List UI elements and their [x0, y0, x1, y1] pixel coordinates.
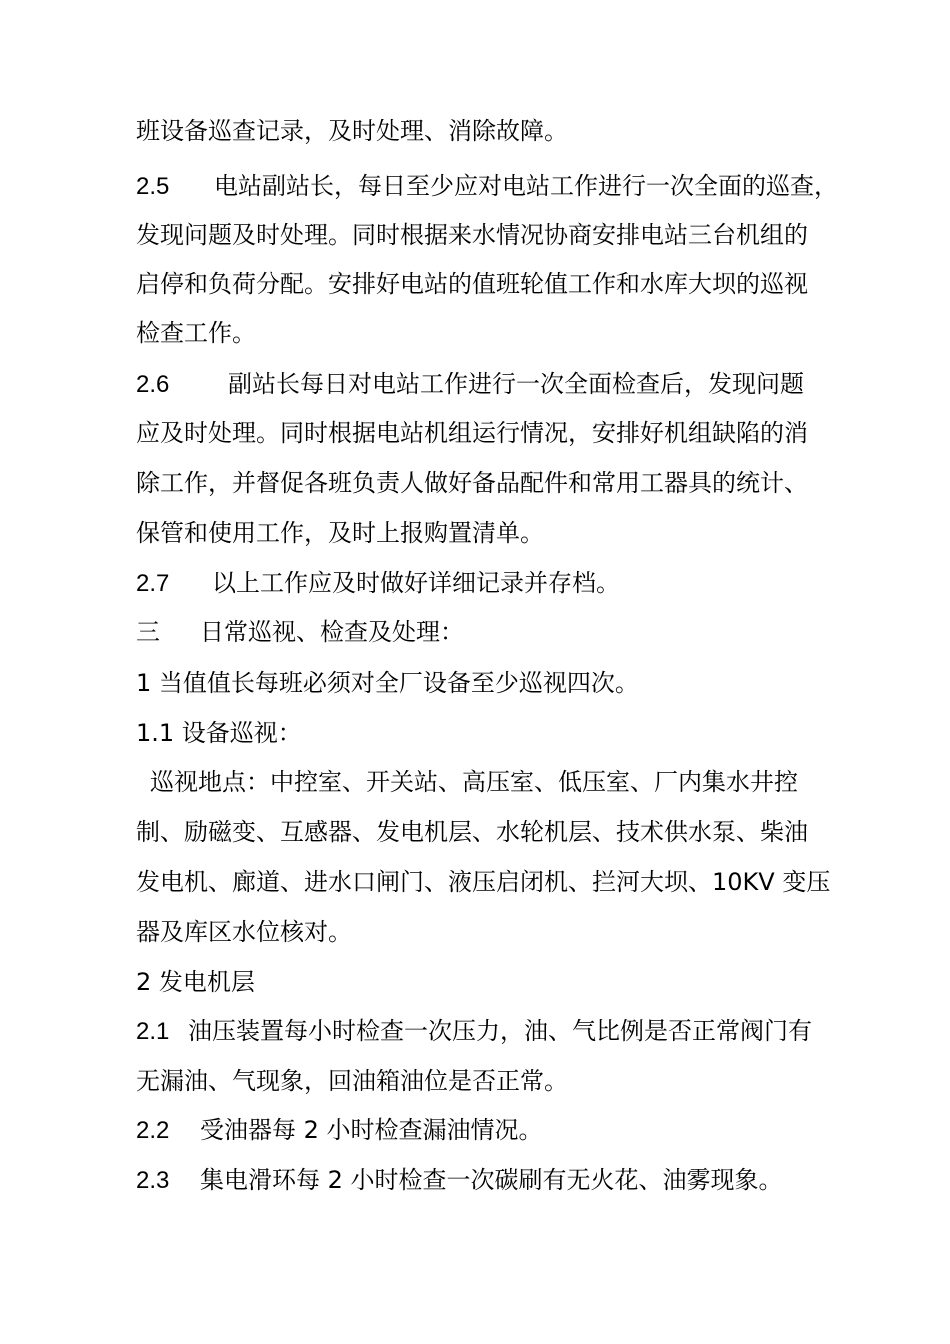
line-text: 1 当值值长每班必须对全厂设备至少巡视四次。: [136, 669, 639, 697]
line-text: 制、励磁变、互感器、发电机层、水轮机层、技术供水泵、柴油: [136, 818, 808, 846]
section-number: 2.3: [136, 1167, 170, 1194]
line-text: 无漏油、气现象，回油箱油位是否正常。: [136, 1067, 568, 1095]
paragraph-line: [136, 1066, 568, 1096]
line-text: 发电机、廊道、进水口闸门、液压启闭机、拦河大坝、10KV 变压: [136, 868, 831, 896]
line-text: 启停和负荷分配。安排好电站的值班轮值工作和水库大坝的巡视: [136, 270, 808, 298]
paragraph-line: [136, 867, 830, 897]
paragraph-line: [136, 220, 808, 250]
paragraph-line: [150, 767, 798, 797]
line-text: 副站长每日对电站工作进行一次全面检查后，发现问题: [228, 370, 804, 398]
section-number: 2.5: [136, 173, 170, 200]
line-text: 日常巡视、检查及处理：: [200, 618, 464, 646]
paragraph-line: [136, 369, 804, 400]
paragraph-line: [136, 967, 255, 997]
paragraph-line: [136, 418, 808, 448]
section-number: 2.7: [136, 570, 170, 597]
section-number: 三: [136, 619, 160, 646]
paragraph-line: [136, 468, 808, 498]
line-text: 发现问题及时处理。同时根据来水情况协商安排电站三台机组的: [136, 221, 808, 249]
section-number: 2.6: [136, 371, 170, 398]
line-text: 油压装置每小时检查一次压力，油、气比例是否正常阀门有: [188, 1017, 812, 1045]
line-text: 器及库区水位核对。: [136, 918, 352, 946]
line-text: 1.1 设备巡视：: [136, 719, 302, 747]
paragraph-line: [136, 718, 302, 748]
line-text: 应及时处理。同时根据电站机组运行情况，安排好机组缺陷的消: [136, 419, 808, 447]
line-text: 保管和使用工作，及时上报购置清单。: [136, 519, 544, 547]
line-text: 检查工作。: [136, 319, 256, 347]
line-text: 巡视地点：中控室、开关站、高压室、低压室、厂内集水井控: [150, 768, 798, 796]
paragraph-line: [136, 1115, 543, 1146]
line-text: 除工作，并督促各班负责人做好备品配件和常用工器具的统计、: [136, 469, 808, 497]
paragraph-line: [136, 568, 620, 599]
line-text: 以上工作应及时做好详细记录并存档。: [212, 569, 620, 597]
section-number: 2.2: [136, 1117, 170, 1144]
paragraph-line: [136, 1165, 783, 1196]
paragraph-line: [136, 171, 838, 202]
line-text: 受油器每 2 小时检查漏油情况。: [200, 1116, 543, 1144]
line-text: 集电滑环每 2 小时检查一次碳刷有无火花、油雾现象。: [200, 1166, 783, 1194]
paragraph-line: [136, 269, 808, 299]
paragraph-line: [136, 817, 808, 847]
section-heading: [136, 617, 464, 648]
paragraph-line: [136, 668, 639, 698]
paragraph-line: [136, 917, 352, 947]
line-text: 班设备巡查记录，及时处理、消除故障。: [136, 117, 568, 145]
paragraph-line: [136, 518, 544, 548]
line-text: 电站副站长，每日至少应对电站工作进行一次全面的巡查，: [214, 172, 838, 200]
paragraph-line: [136, 116, 568, 146]
paragraph-line: [136, 318, 256, 348]
paragraph-line: [136, 1016, 812, 1047]
line-text: 2 发电机层: [136, 968, 255, 996]
section-number: 2.1: [136, 1018, 170, 1045]
